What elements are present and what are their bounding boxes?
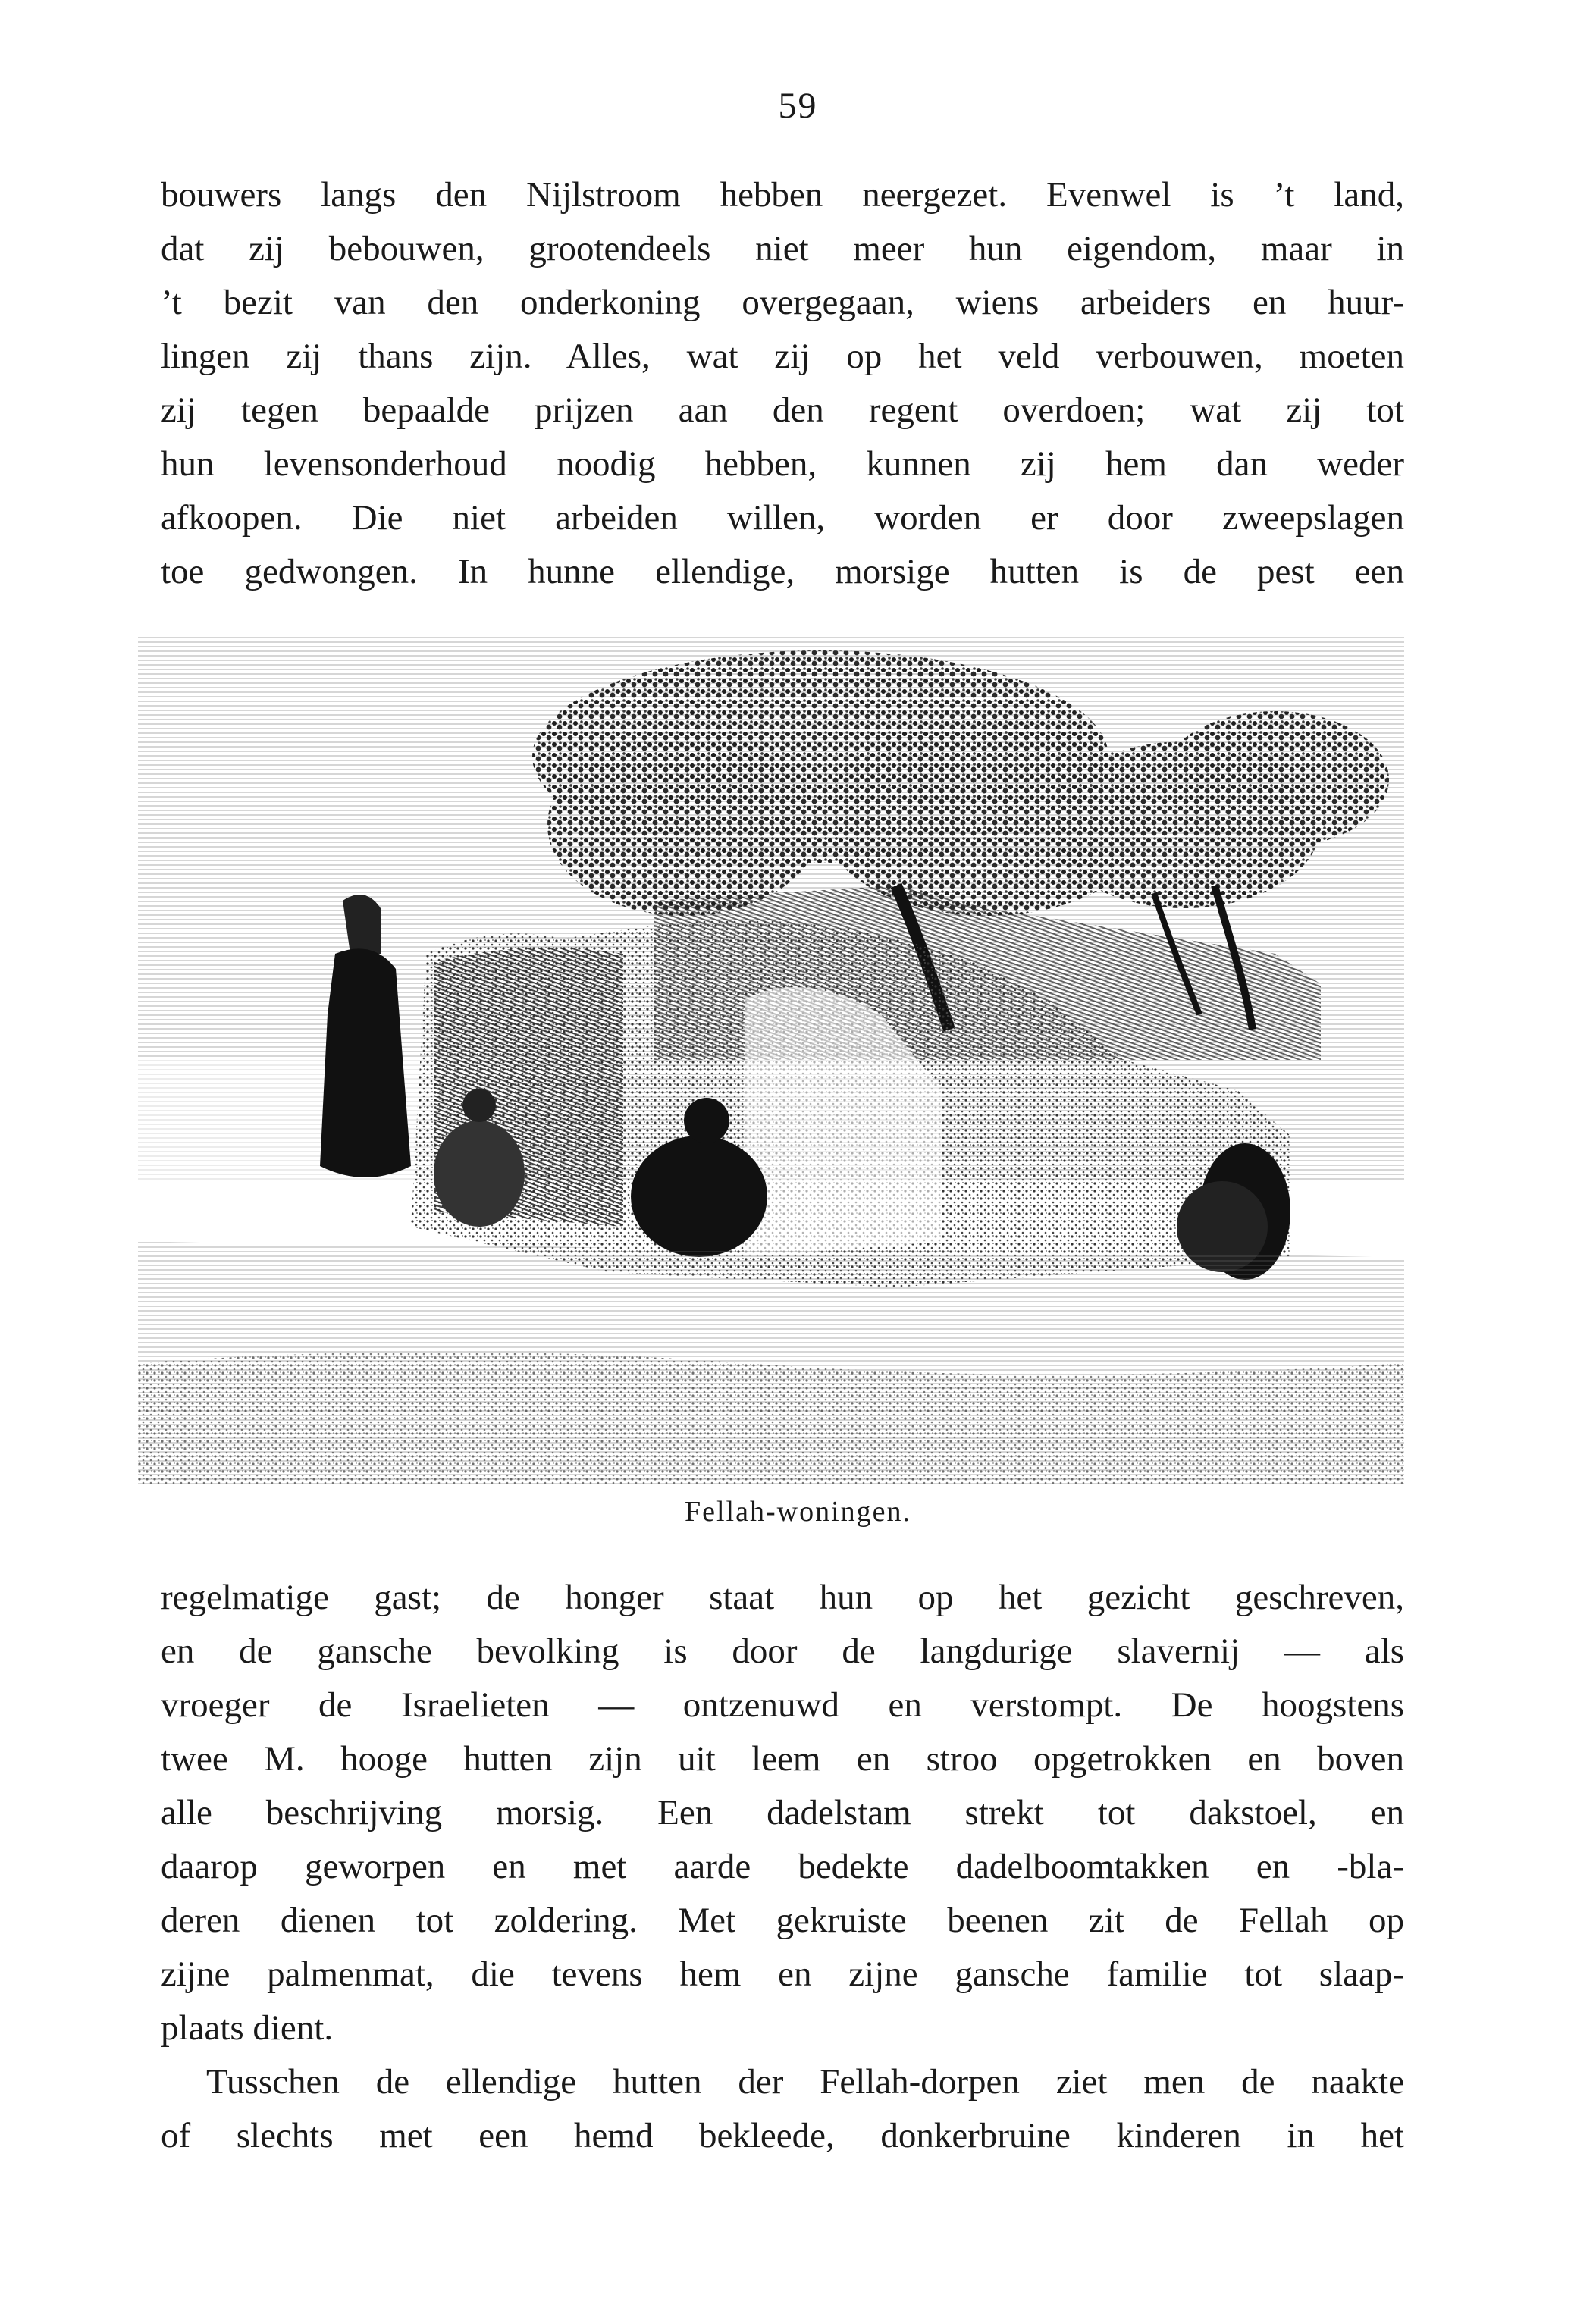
text-line: zijne palmenmat, die tevens hem en zijne gansche familie tot slaap- (161, 1954, 1404, 1994)
fellah-dwellings-engraving (138, 635, 1404, 1484)
text-line: toe gedwongen. In hunne ellendige, morsige hutten is de pest een (161, 552, 1404, 591)
text-line: en de gansche bevolking is door de langdurige slavernij — als (161, 1632, 1404, 1671)
text-line: afkoopen. Die niet arbeiden willen, worden er door zweepslagen (161, 498, 1404, 538)
text-line: Tusschen de ellendige hutten der Fellah-dorpen ziet men de naakte (206, 2062, 1404, 2102)
figure-caption: Fellah-woningen. (684, 1496, 911, 1528)
text-line: ’t bezit van den onderkoning overgegaan, wiens arbeiders en huur- (161, 283, 1404, 322)
text-line: daarop geworpen en met aarde bedekte dadelboomtakken en -bla- (161, 1847, 1404, 1886)
text-line: lingen zij thans zijn. Alles, wat zij op het veld verbouwen, moeten (161, 337, 1404, 376)
text-line: hun levensonderhoud noodig hebben, kunnen zij hem dan weder (161, 444, 1404, 484)
text-line: alle beschrijving morsig. Een dadelstam strekt tot dakstoel, en (161, 1793, 1404, 1832)
top-paragraph (161, 168, 1404, 599)
text-line: zij tegen bepaalde prijzen aan den regent overdoen; wat zij tot (161, 390, 1404, 430)
text-line: bouwers langs den Nijlstroom hebben neergezet. Evenwel is ’t land, (161, 175, 1404, 215)
text-line: dat zij bebouwen, grootendeels niet meer hun eigendom, maar in (161, 229, 1404, 268)
text-line: of slechts met een hemd bekleede, donkerbruine kinderen in het (161, 2116, 1404, 2155)
bottom-paragraph (161, 1571, 1404, 2163)
text-line: regelmatige gast; de honger staat hun op het gezicht geschreven, (161, 1578, 1404, 1617)
engraving-illustration (138, 635, 1404, 1484)
text-line: twee M. hooge hutten zijn uit leem en stroo opgetrokken en boven (161, 1739, 1404, 1779)
page-number: 59 (778, 86, 818, 126)
text-line: plaats dient. (161, 2008, 334, 2048)
text-line: deren dienen tot zoldering. Met gekruiste beenen zit de Fellah op (161, 1901, 1404, 1940)
text-line: vroeger de Israelieten — ontzenuwd en verstompt. De hoogstens (161, 1685, 1404, 1725)
